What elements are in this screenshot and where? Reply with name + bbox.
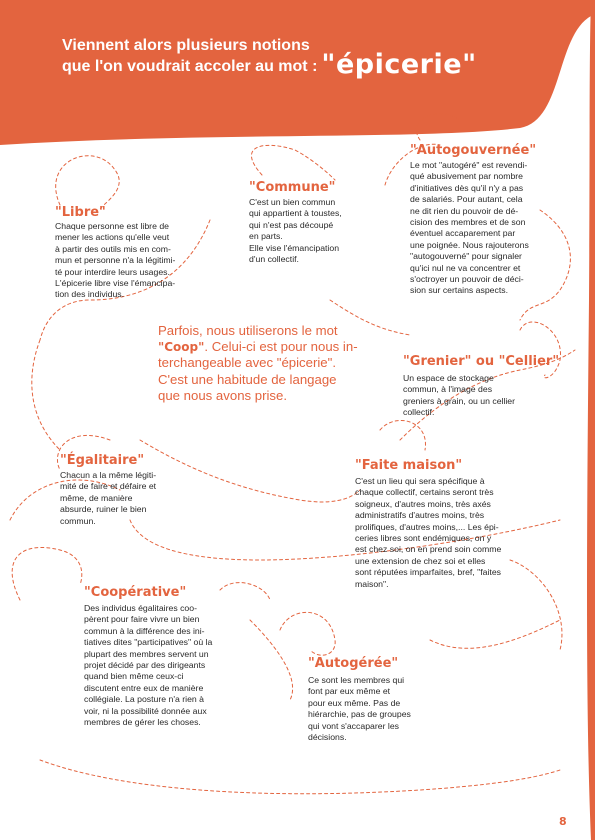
autogeree-line: qui vont s'accaparer les — [308, 720, 399, 731]
term-libre-description — [55, 221, 215, 301]
cooperative-line: collégiale. La posture n'a rien à — [84, 694, 204, 705]
faite-maison-line: soigneux, d'autres moins, très axés — [355, 498, 491, 509]
term-cooperative-description — [84, 603, 244, 728]
swirl-cooperative — [12, 547, 82, 600]
autogeree-line: pour eux même. Pas de — [308, 697, 401, 708]
cooperative-line: Des individus égalitaires coo- — [84, 603, 197, 613]
autogouvernee-line: Le mot "autogéré" est revendi- — [410, 160, 528, 170]
cooperative-line: pèrent pour faire vivre un bien — [84, 614, 200, 625]
libre-line: mun et personne n'a la légitimi- — [55, 255, 176, 266]
coop-note-after: . Celui-ci est pour nous in- — [204, 339, 358, 355]
commune-line: C'est un bien commun — [249, 197, 336, 207]
autogeree-line: décisions. — [308, 732, 347, 743]
coop-note-line-3: terchangeable avec "épicerie". — [158, 355, 336, 371]
faite-maison-line: sont réputées imparfaites, bref, "faites — [355, 567, 502, 578]
autogeree-line: Ce sont les membres qui — [308, 675, 405, 685]
commune-line: Elle vise l'émancipation — [249, 242, 340, 253]
term-faite-maison-description — [355, 476, 535, 590]
faite-maison-line: prolifiques, d'autres moins,... Les épi- — [355, 521, 499, 532]
autogouvernee-line: qué abusivement par nombre — [410, 171, 524, 182]
libre-line: té pour interdire leurs usages. — [55, 266, 170, 277]
grenier-line: greniers à grain, ou un cellier — [403, 395, 516, 406]
libre-line: à partir des outils mis en com- — [55, 243, 171, 254]
grenier-line: collectif. — [403, 407, 435, 418]
egalitaire-line: commun. — [60, 515, 96, 526]
autogouvernee-line: d'initiatives dès qu'il n'y a pas — [410, 182, 524, 193]
swirl-libre — [56, 156, 120, 210]
egalitaire-line: mité de faire et défaire et — [60, 481, 157, 492]
autogouvernee-line: éventuel accaparement par — [410, 228, 516, 239]
term-autogouvernee-title: "Autogouvernée" — [410, 143, 537, 158]
autogouvernee-line: ne dit rien du pouvoir de dé- — [410, 205, 519, 216]
egalitaire-line: même, de manière — [60, 492, 133, 503]
cooperative-line: discutent entre eux de manière — [84, 682, 204, 693]
title-big-word: "épicerie" — [321, 49, 477, 80]
coop-note-line-2 — [158, 339, 383, 355]
libre-line: mener les actions qu'elle veut — [55, 232, 170, 243]
page-number: 8 — [559, 815, 567, 828]
commune-line: qui n'est pas découpé — [249, 219, 334, 230]
swirl-autogeree — [280, 612, 335, 655]
term-autogeree-description — [308, 675, 448, 743]
autogeree-line: hiérarchie, pas de groupes — [308, 709, 411, 720]
libre-line: Chaque personne est libre de — [55, 221, 169, 231]
faite-maison-line: administratifs d'autres moins, très — [355, 510, 485, 521]
faite-maison-line: est chez soi, on en prend soin comme — [355, 544, 502, 555]
autogeree-line: font par eux même et — [308, 686, 391, 697]
cooperative-line: membres de gérer les choses. — [84, 717, 201, 728]
term-cooperative-title: "Coopérative" — [84, 585, 187, 600]
grenier-line: Un espace de stockage — [403, 373, 494, 383]
faite-maison-line: C'est un lieu qui sera spécifique à — [355, 476, 485, 486]
swirl-faite-maison — [380, 420, 425, 450]
coop-note-line-1: Parfois, nous utiliserons le mot — [158, 323, 338, 338]
swirl-right-lower — [430, 620, 560, 648]
swirl-grenier — [520, 322, 560, 378]
coop-note-line-5: que nous avons prise. — [158, 387, 288, 403]
term-egalitaire-title: "Égalitaire" — [60, 453, 145, 468]
coop-note-line-4: C'est une habitude de langage — [158, 371, 337, 387]
swirl-left-mid — [32, 340, 60, 450]
libre-line: tion des individus. — [55, 289, 125, 300]
autogouvernee-line: "autogouverné" pour signaler — [410, 251, 522, 262]
commune-line: qui appartient à toustes, — [249, 208, 342, 219]
term-grenier-title: "Grenier" ou "Cellier" — [403, 354, 560, 369]
term-faite-maison-title: "Faite maison" — [355, 458, 463, 473]
term-autogouvernee-description — [410, 160, 560, 297]
swirl-bottom — [40, 760, 560, 794]
autogouvernee-line: une poignée. Nous rajouterons — [410, 239, 529, 250]
title-line-2-text: que l'on voudrait accoler au mot : — [62, 58, 318, 75]
term-commune-title: "Commune" — [249, 180, 336, 195]
autogouvernee-line: s'octroyer un pouvoir de déci- — [410, 274, 524, 285]
coop-note — [158, 323, 383, 404]
term-libre-title: "Libre" — [55, 205, 106, 220]
swirl-coop-right — [220, 583, 270, 600]
cooperative-line: tiatives dites "participatives" où la — [84, 637, 213, 648]
commune-line: d'un collectif. — [249, 254, 299, 265]
egalitaire-line: Chacun a la même légiti- — [60, 470, 157, 480]
swirl-commune — [251, 145, 335, 180]
faite-maison-line: ceries libres sont endémiques, on y — [355, 533, 492, 544]
egalitaire-line: absurde, ruiner le bien — [60, 504, 147, 515]
term-egalitaire-description — [60, 470, 200, 527]
swirl-autogouvernee — [416, 114, 460, 140]
cooperative-line: voir, ni la possibilité donnée aux — [84, 705, 207, 716]
autogouvernee-line: cision des membres et de son — [410, 217, 526, 228]
autogouvernee-line: qu'ici nul ne va concentrer et — [410, 262, 521, 273]
faite-maison-line: une extension de chez soi et elles — [355, 555, 486, 566]
cooperative-line: quand bien même ceux-ci — [84, 671, 184, 682]
grenier-line: commun, à l'image des — [403, 384, 493, 395]
title-line-1: Viennent alors plusieurs notions — [62, 37, 310, 54]
cooperative-line: projet décidé par des dirigeants — [84, 660, 206, 671]
faite-maison-line: maison". — [355, 578, 389, 589]
autogouvernee-line: de salariés. Pour autant, cela — [410, 194, 523, 205]
term-grenier-description — [403, 373, 543, 419]
swirl-autogeree-left — [250, 620, 293, 700]
coop-word: "Coop" — [158, 340, 205, 355]
term-autogeree-title: "Autogérée" — [308, 656, 399, 671]
faite-maison-line: chaque collectif, certains seront très — [355, 487, 494, 498]
cooperative-line: commun à la différence des ini- — [84, 625, 205, 636]
autogouvernee-line: sion sur certains aspects. — [410, 285, 509, 296]
term-commune-description — [249, 197, 389, 265]
commune-line: en parts. — [249, 231, 283, 242]
libre-line: L'épicerie libre vise l'émancipa- — [55, 278, 176, 289]
cooperative-line: plupart des membres servent un — [84, 648, 209, 659]
